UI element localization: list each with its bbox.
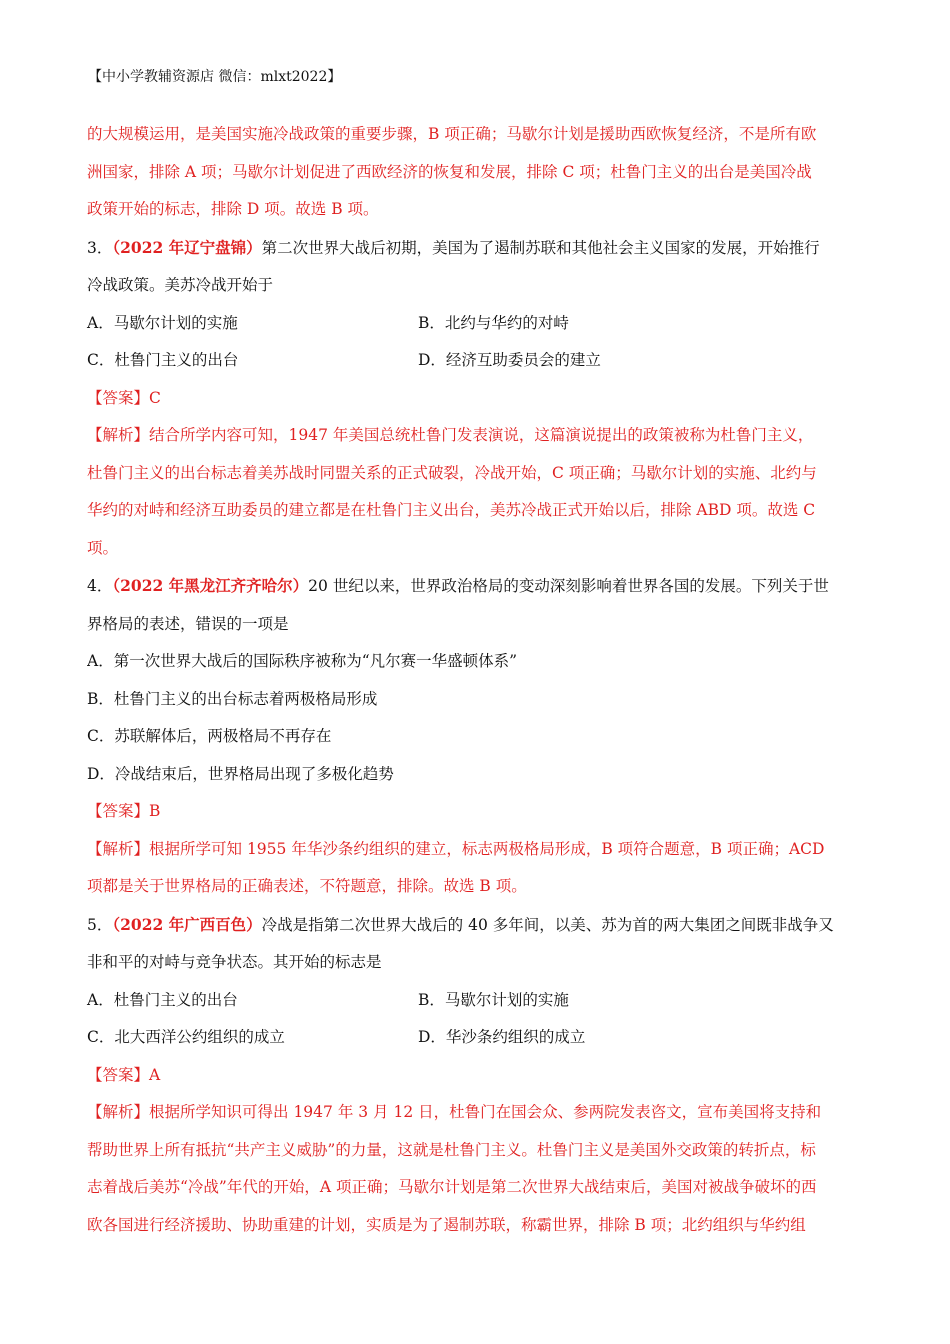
question-stem: [87, 906, 865, 945]
analysis-text: 根据所学知识可得出 1947 年 3 月 12 日，杜鲁门在国会众、参两院发表咨文，宣布美国将支持和: [149, 1103, 822, 1121]
analysis-line: 杜鲁门主义的出台标志着美苏战时同盟关系的正式破裂，冷战开始，C 项正确；马歇尔计划的实施、北约与: [87, 463, 817, 482]
option-b: B．杜鲁门主义的出台标志着两极格局形成: [87, 689, 378, 708]
answer-tag: 【答案】: [87, 1065, 150, 1084]
stem-text: 20 世纪以来，世界政治格局的变动深刻影响着世界各国的发展。下列关于世: [308, 577, 829, 595]
analysis-line: [87, 831, 865, 869]
analysis-line: 华约的对峙和经济互助委员的建立都是在杜鲁门主义出台，美苏冷战正式开始以后，排除 ABD 项。故选 C: [87, 501, 816, 519]
answer-line: [87, 380, 865, 418]
analysis-line: 项。: [87, 538, 119, 557]
option-row: [87, 342, 865, 380]
answer-value: C: [149, 388, 161, 407]
answer-value: A: [149, 1065, 161, 1084]
question-stem: [87, 229, 865, 268]
question-number: 3．: [87, 238, 113, 257]
stem-text: 冷战是指第二次世界大战后的 40 多年间，以美、苏为首的两大集团之间既非战争又: [261, 915, 834, 934]
answer-tag: 【答案】: [87, 802, 150, 820]
analysis-line: [87, 1094, 865, 1132]
prev-analysis-line: 政策开始的标志，排除 D 项。故选 B 项。: [87, 200, 379, 218]
analysis-text: 根据所学可知 1955 年华沙条约组织的建立，标志两极格局形成，B 项符合题意，B 项正确；ACD: [149, 839, 825, 858]
question-source: （2022 年广西百色）: [112, 914, 262, 934]
answer-value: B: [149, 802, 161, 820]
analysis-line: 项都是关于世界格局的正确表述，不符题意，排除。故选 B 项。: [87, 877, 527, 895]
question-number: 5．: [87, 915, 113, 934]
prev-analysis-line: 洲国家，排除 A 项；马歇尔计划促进了西欧经济的恢复和发展，排除 C 项；杜鲁门主义的出台是美国冷战: [87, 162, 812, 181]
option-a: A．第一次世界大战后的国际秩序被称为“凡尔赛一华盛顿体系”: [87, 652, 518, 670]
option-row: [87, 982, 865, 1020]
question-stem-line: 界格局的表述，错误的一项是: [87, 614, 289, 633]
analysis-line: [87, 417, 865, 455]
answer-line: [87, 793, 865, 831]
question-stem: [87, 567, 865, 606]
analysis-line: 帮助世界上所有抵抗“共产主义威胁”的力量，这就是杜鲁门主义。杜鲁门主义是美国外交政策的转折点，标: [87, 1140, 816, 1159]
answer-tag: 【答案】: [87, 388, 150, 407]
option-a: A．马歇尔计划的实施: [87, 313, 238, 332]
analysis-line: 欧各国进行经济援助、协助重建的计划，实质是为了遏制苏联，称霸世界，排除 B 项；北约组织与华约组: [87, 1215, 806, 1234]
question-number: 4．: [87, 577, 113, 595]
option-d: D．冷战结束后，世界格局出现了多极化趋势: [87, 764, 394, 783]
answer-line: [87, 1057, 865, 1095]
option-row: [87, 305, 865, 343]
analysis-text: 结合所学内容可知，1947 年美国总统杜鲁门发表演说，这篇演说提出的政策被称为杜鲁门主义，: [149, 426, 814, 444]
option-c: C．杜鲁门主义的出台: [87, 351, 239, 369]
analysis-tag: 【解析】: [87, 426, 150, 444]
option-row: [87, 1019, 865, 1057]
option-b: B．马歇尔计划的实施: [418, 990, 569, 1009]
analysis-tag: 【解析】: [87, 1103, 150, 1121]
option-b: B．北约与华约的对峙: [418, 313, 569, 332]
stem-text: 第二次世界大战后初期，美国为了遏制苏联和其他社会主义国家的发展，开始推行: [261, 238, 820, 257]
option-c: C．苏联解体后，两极格局不再存在: [87, 727, 332, 745]
option-c: C．北大西洋公约组织的成立: [87, 1028, 285, 1046]
prev-analysis-line: 的大规模运用，是美国实施冷战政策的重要步骤，B 项正确；马歇尔计划是援助西欧恢复经济，不是所有欧: [87, 125, 817, 143]
document-body: [87, 116, 865, 1244]
analysis-tag: 【解析】: [87, 839, 150, 858]
question-stem-line: 非和平的对峙与竞争状态。其开始的标志是: [87, 953, 382, 971]
option-d: D．华沙条约组织的成立: [418, 1028, 586, 1046]
question-source: （2022 年辽宁盘锦）: [112, 237, 262, 257]
question-stem-line: 冷战政策。美苏冷战开始于: [87, 276, 274, 294]
analysis-line: 志着战后美苏“冷战”年代的开始，A 项正确；马歇尔计划是第二次世界大战结束后，美国对被战争破坏的西: [87, 1178, 817, 1196]
option-a: A．杜鲁门主义的出台: [87, 990, 238, 1009]
option-d: D．经济互助委员会的建立: [418, 351, 601, 369]
question-source: （2022 年黑龙江齐齐哈尔）: [112, 576, 309, 595]
page-header: 【中小学教辅资源店 微信：mlxt2022】: [88, 69, 342, 85]
